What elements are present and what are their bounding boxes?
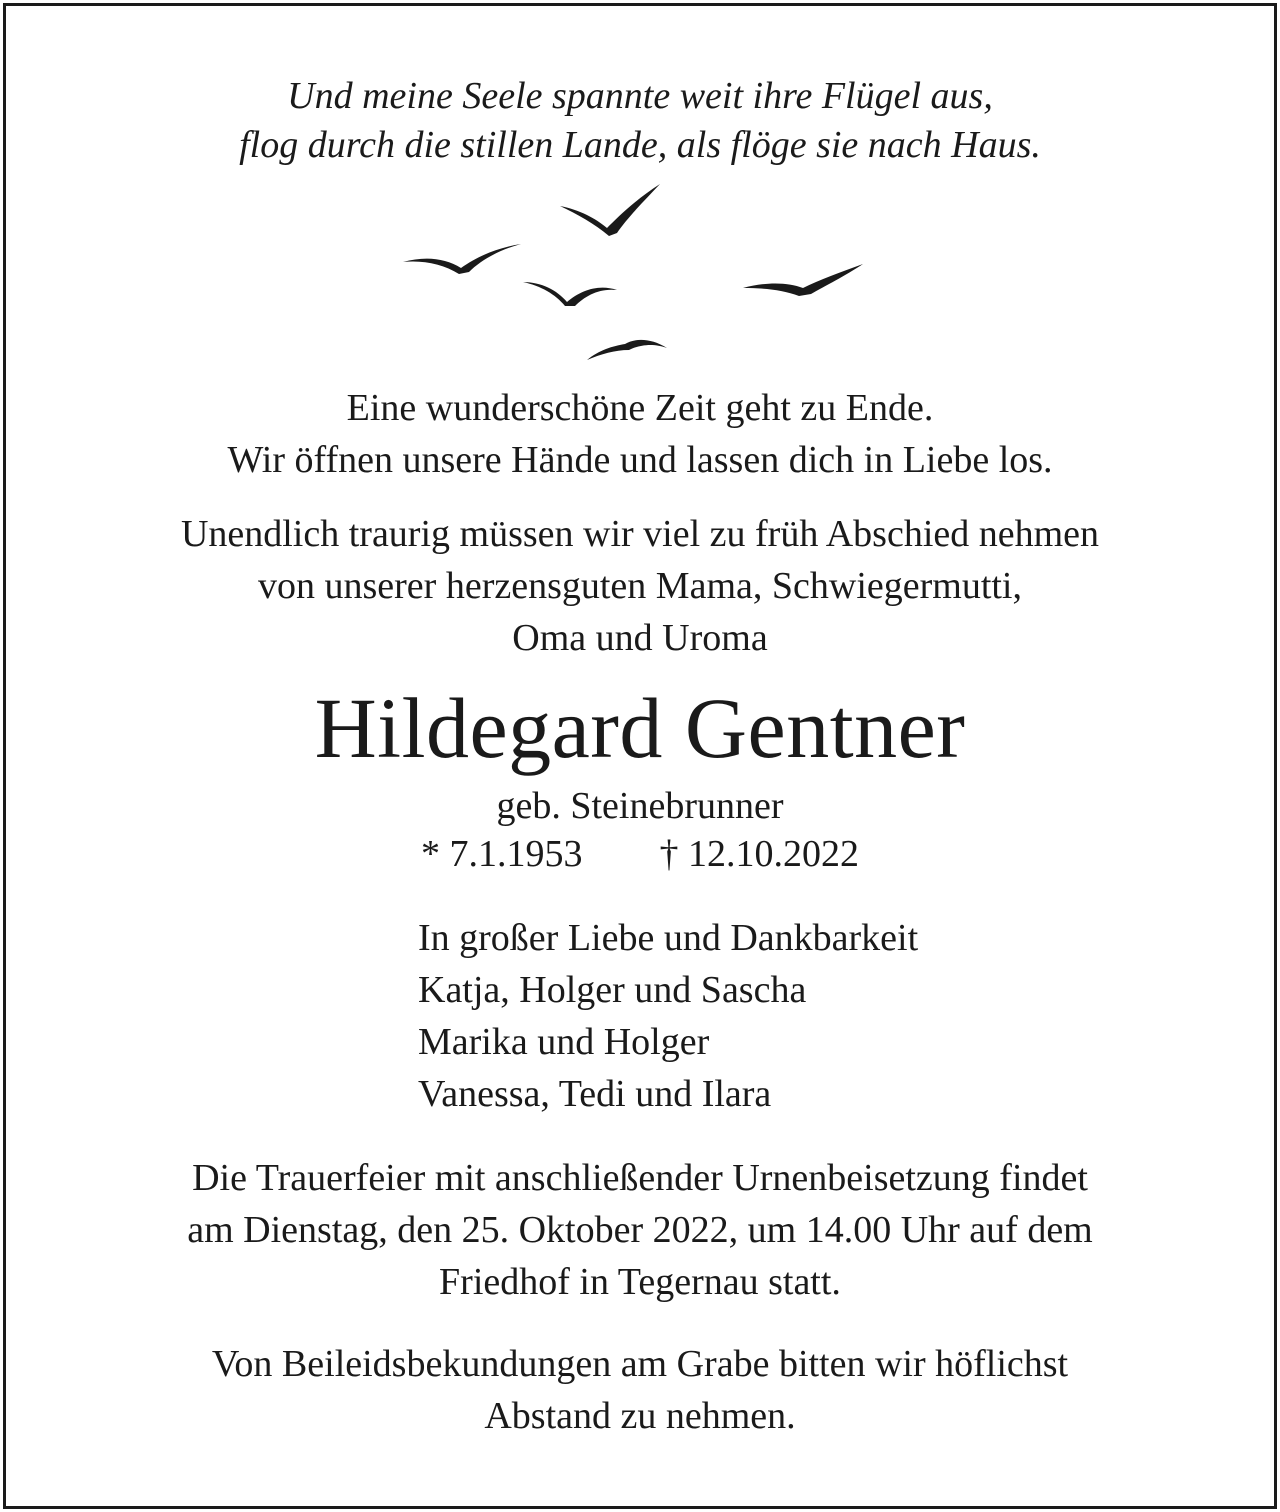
announcement-line-2: von unserer herzensguten Mama, Schwiegermutti, — [258, 565, 1022, 607]
bird-icon — [560, 184, 660, 236]
ceremony-line-1: Die Trauerfeier mit anschließender Urnenbeisetzung findet — [192, 1157, 1088, 1199]
deceased-name: Hildegard Gentner — [314, 680, 966, 776]
ceremony-line-2: am Dienstag, den 25. Oktober 2022, um 14.00 Uhr auf dem — [187, 1209, 1093, 1251]
bird-icon — [523, 282, 617, 306]
announcement-line-3: Oma und Uroma — [512, 617, 768, 659]
announcement-line-1: Unendlich traurig müssen wir viel zu früh Abschied nehmen — [180, 513, 1100, 555]
ceremony-line-3: Friedhof in Tegernau statt. — [439, 1261, 841, 1303]
intro-line-2: Wir öffnen unsere Hände und lassen dich in Liebe los. — [227, 439, 1053, 481]
bird-icon — [743, 264, 863, 296]
mourners-line-2: Katja, Holger und Sascha — [418, 969, 807, 1011]
maiden-name: geb. Steinebrunner — [496, 785, 784, 827]
mourners-line-3: Marika und Holger — [418, 1021, 710, 1063]
note-line-1: Von Beileidsbekundungen am Grabe bitten wir höflichst — [211, 1343, 1069, 1385]
death-date: † 12.10.2022 — [659, 833, 859, 875]
bird-icon — [587, 340, 667, 360]
mourners-line-1: In großer Liebe und Dankbarkeit — [418, 917, 919, 959]
mourners-line-4: Vanessa, Tedi und Ilara — [418, 1073, 772, 1115]
intro-line-1: Eine wunderschöne Zeit geht zu Ende. — [346, 387, 934, 429]
note-line-2: Abstand zu nehmen. — [484, 1395, 796, 1437]
birth-date: * 7.1.1953 — [421, 833, 583, 875]
quote-line-1: Und meine Seele spannte weit ihre Flügel aus, — [287, 75, 993, 117]
flying-birds-icon — [395, 178, 875, 373]
life-dates — [0, 830, 1280, 878]
bird-icon — [403, 244, 521, 274]
quote-line-2: flog durch die stillen Lande, als flöge sie nach Haus. — [239, 124, 1041, 166]
